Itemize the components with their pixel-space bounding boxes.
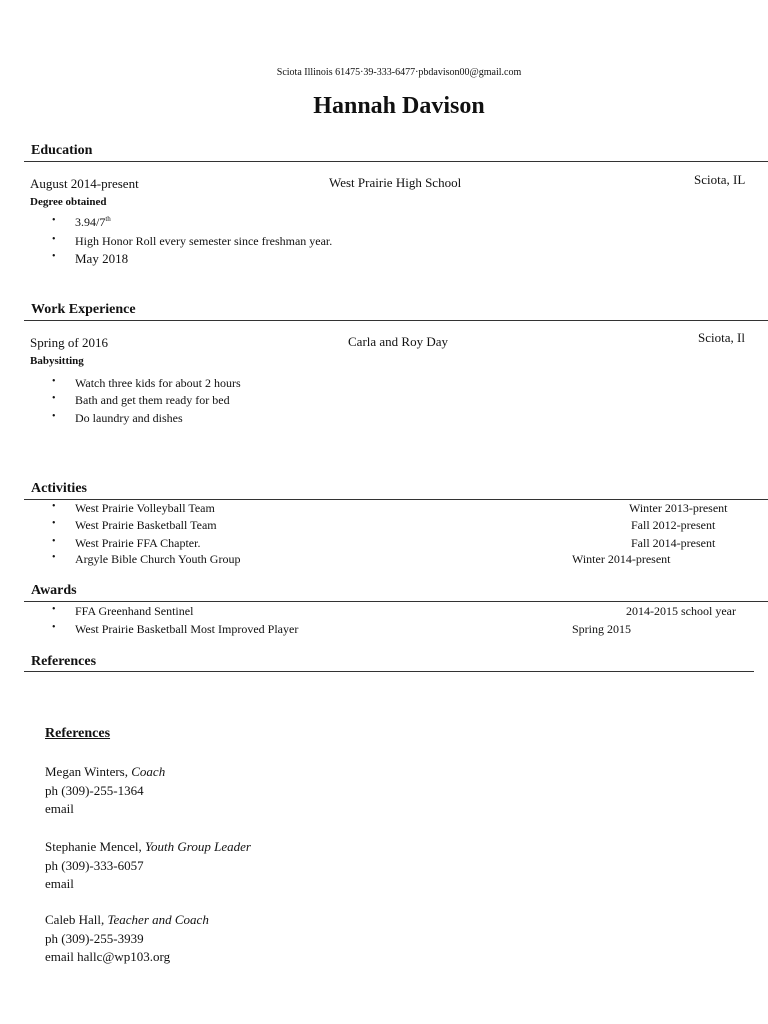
work-heading: Work Experience [31,302,136,317]
bullet-icon: • [52,376,56,387]
reference-email: email [45,801,74,816]
bullet-icon: • [52,393,56,404]
work-dates: Spring of 2016 [30,335,108,350]
awards-heading: Awards [31,583,77,598]
applicant-name: Hannah Davison [313,93,485,119]
work-subheading: Babysitting [30,355,84,367]
education-honor-roll: High Honor Roll every semester since freshman year. [75,234,333,248]
references-heading: References [31,654,97,669]
bullet-icon: • [52,604,56,615]
work-duty: Watch three kids for about 2 hours [75,376,241,390]
references-subheading: References [45,726,111,741]
reference-name: Stephanie Mencel, [45,839,142,854]
education-graduation: May 2018 [75,251,129,266]
activity-date: Winter 2014-present [572,552,671,566]
education-school: West Prairie High School [329,175,462,190]
education-dates: August 2014-present [30,176,139,191]
bullet-icon: • [52,251,56,262]
activities-divider [24,499,768,500]
reference-entry [45,763,165,819]
activity-label: West Prairie Basketball Team [75,518,217,532]
reference-phone: ph (309)-333-6057 [45,857,144,873]
activity-label: West Prairie Volleyball Team [75,501,215,515]
award-label: FFA Greenhand Sentinel [75,604,194,618]
reference-phone: ph (309)-255-1364 [45,782,144,798]
work-divider [24,320,768,321]
activity-date: Winter 2013-present [629,501,728,515]
education-subheading: Degree obtained [30,196,107,208]
reference-name: Megan Winters, [45,764,128,779]
activity-label: Argyle Bible Church Youth Group [75,552,241,566]
award-date: 2014-2015 school year [626,604,736,618]
activity-date: Fall 2014-present [631,536,716,550]
reference-role: Youth Group Leader [145,839,251,854]
work-location: Sciota, Il [698,330,745,345]
bullet-icon: • [52,622,56,633]
awards-divider [24,601,768,602]
bullet-icon: • [52,411,56,422]
activity-label: West Prairie FFA Chapter. [75,536,201,550]
reference-role: Coach [131,764,166,779]
reference-email: email [45,876,74,891]
bullet-icon: • [52,501,56,512]
activities-heading: Activities [31,481,87,496]
bullet-icon: • [52,552,56,563]
bullet-icon: • [52,536,56,547]
work-employer: Carla and Roy Day [348,334,449,349]
contact-line: Sciota Illinois 61475·39-333-6477·pbdavison00@gmail.com [276,67,522,78]
reference-email: email hallc@wp103.org [45,949,171,964]
award-label: West Prairie Basketball Most Improved Player [75,622,299,636]
education-divider [24,161,768,162]
reference-entry [45,911,209,967]
education-gpa: 3.94/7 [75,215,106,229]
work-duty: Bath and get them ready for bed [75,393,230,407]
bullet-icon: • [52,234,56,245]
bullet-icon: • [52,518,56,529]
bullet-icon: • [52,215,56,226]
award-date: Spring 2015 [572,622,632,636]
references-divider [24,671,754,672]
reference-name: Caleb Hall, [45,912,105,927]
education-heading: Education [31,143,93,158]
reference-phone: ph (309)-255-3939 [45,930,144,946]
reference-entry [45,838,251,894]
education-gpa-suffix: th [105,215,111,223]
work-duty: Do laundry and dishes [75,411,183,425]
reference-role: Teacher and Coach [107,912,209,927]
activity-date: Fall 2012-present [631,518,716,532]
education-location: Sciota, IL [694,172,746,187]
